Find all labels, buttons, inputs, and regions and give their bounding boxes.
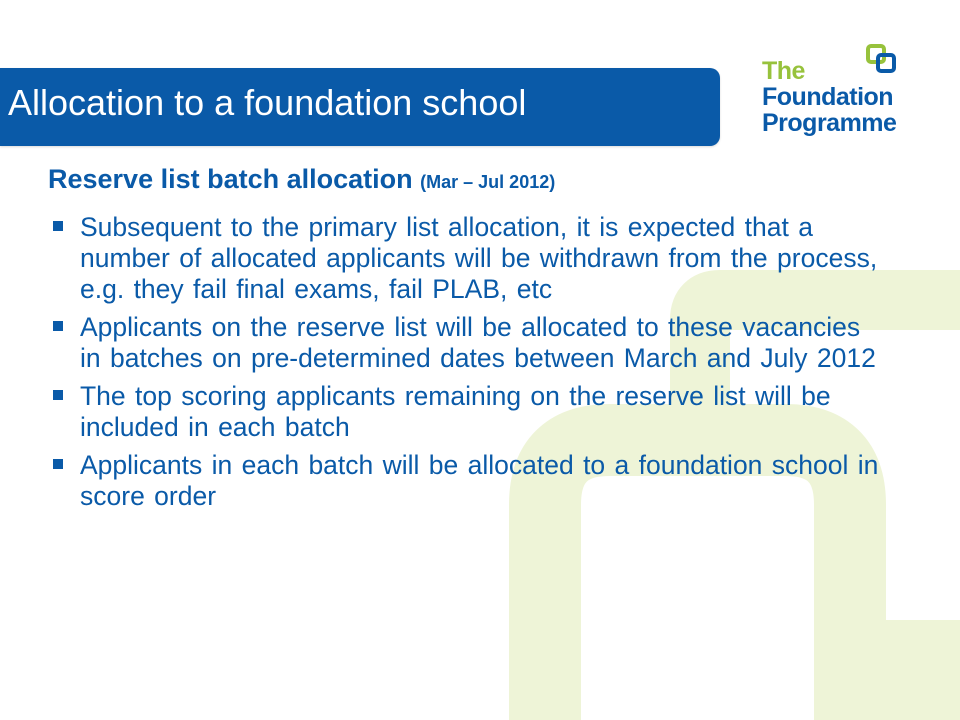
bullet-item (48, 381, 888, 443)
subheading-date-range: (Mar – Jul 2012) (420, 172, 556, 192)
subheading-text: Reserve list batch allocation (48, 164, 413, 194)
slide-title: Allocation to a foundation school (8, 82, 527, 123)
square-bullet-icon (53, 459, 63, 469)
bullet-item (48, 312, 888, 374)
square-bullet-icon (53, 390, 63, 400)
logo-text (762, 58, 896, 136)
bullet-item (48, 450, 888, 512)
square-bullet-icon (53, 221, 63, 231)
square-bullet-icon (53, 321, 63, 331)
bullet-text: The top scoring applicants remaining on the reserve list will be included in each batch (80, 381, 831, 442)
bullet-text: Subsequent to the primary list allocation, it is expected that a number of allocated applicants will be withdrawn from the process, e.g. they fail final exams, fail PLAB, etc (80, 212, 878, 304)
bullet-text: Applicants on the reserve list will be allocated to these vacancies in batches on pre-determined dates between March and July 2012 (80, 312, 876, 373)
bullet-item (48, 212, 888, 305)
logo-word-the: The (762, 57, 805, 85)
logo-word-programme: Programme (762, 109, 897, 137)
logo-word-foundation: Foundation (762, 83, 894, 111)
section-subheading (48, 164, 555, 195)
decor-bottom-bar (880, 620, 960, 720)
bullet-list (48, 212, 888, 519)
foundation-programme-logo (762, 40, 952, 150)
title-bar (0, 68, 720, 146)
bullet-text: Applicants in each batch will be allocated to a foundation school in score order (80, 450, 879, 511)
